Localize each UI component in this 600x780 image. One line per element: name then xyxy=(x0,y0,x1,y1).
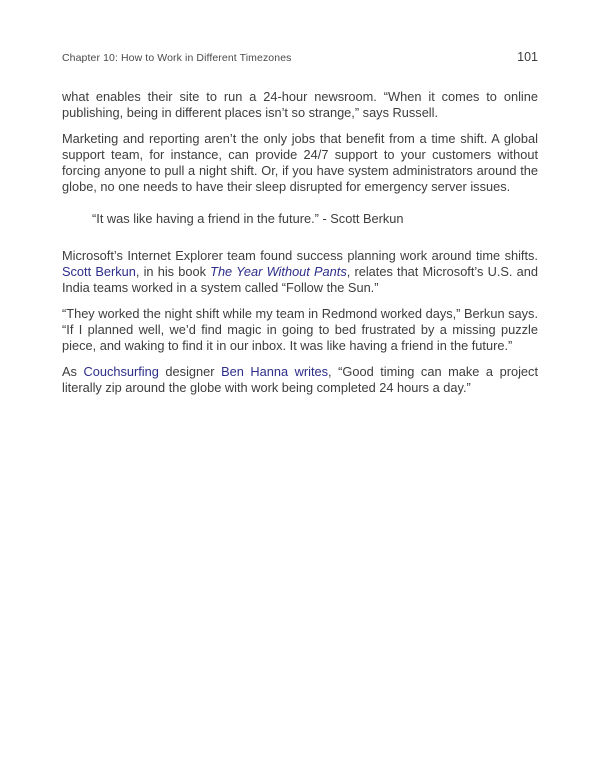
page-header xyxy=(62,50,538,64)
pullquote-scott-berkun: “It was like having a friend in the future.” - Scott Berkun xyxy=(92,211,404,226)
paragraph-microsoft-text-3: , relates that Microsoft’s U.S. and India teams worked in a system called “Follow the Sun.” xyxy=(62,264,538,295)
paragraph-microsoft-text-2: , in his book xyxy=(135,264,211,279)
paragraph-couchsurfing-text-1: As xyxy=(62,364,84,379)
year-without-pants-book-link[interactable]: The Year Without Pants xyxy=(210,264,347,279)
page-number: 101 xyxy=(517,50,538,64)
couchsurfing-link[interactable]: Couchsurfing xyxy=(83,364,159,379)
ben-hanna-writes-link[interactable]: Ben Hanna writes xyxy=(221,364,329,379)
scott-berkun-link[interactable]: Scott Berkun xyxy=(62,264,136,279)
chapter-title: Chapter 10: How to Work in Different Timezones xyxy=(62,52,292,64)
page-content xyxy=(62,89,538,396)
paragraph-night-shift: “They worked the night shift while my team in Redmond worked days,” Berkun says. “If I planned well, we’d find magic in going to bed frustrated by a missing puzzle piece, and waking to find it in our inbox. It was like having a friend in the future.” xyxy=(62,306,538,353)
paragraph-newsroom: what enables their site to run a 24-hour newsroom. “When it comes to online publishing, being in different places isn’t so strange,” says Russell. xyxy=(62,89,538,120)
paragraph-couchsurfing-text-3: , “Good timing can make a project literally zip around the globe with work being completed 24 hours a day.” xyxy=(62,364,538,395)
paragraph-couchsurfing xyxy=(62,364,538,396)
paragraph-microsoft-text-1: Microsoft’s Internet Explorer team found success planning work around time shifts. xyxy=(62,248,538,263)
paragraph-microsoft xyxy=(62,248,538,296)
paragraph-couchsurfing-text-2: designer xyxy=(158,364,222,379)
paragraph-marketing-support: Marketing and reporting aren’t the only jobs that benefit from a time shift. A global support team, for instance, can provide 24/7 support to your customers without forcing anyone to pull a night shift. Or, if you have system administrators around the globe, no one needs to have their sleep disrupted for emergency server issues. xyxy=(62,131,538,194)
